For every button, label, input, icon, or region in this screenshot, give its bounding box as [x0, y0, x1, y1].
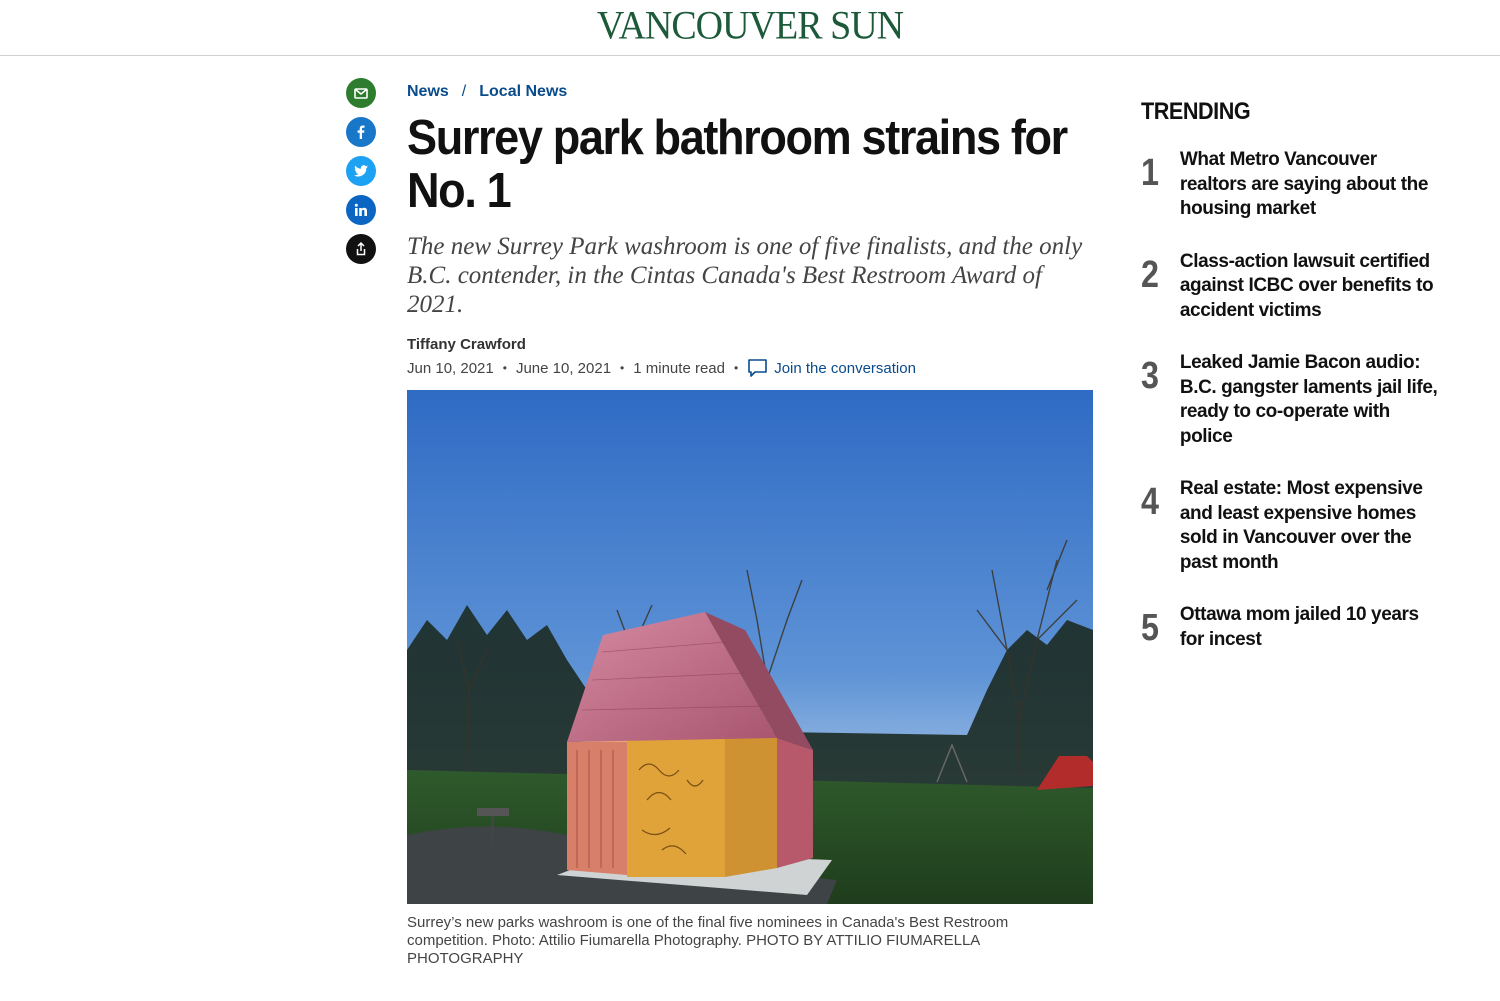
meta-separator: •	[620, 361, 625, 375]
twitter-icon	[353, 163, 369, 179]
meta-separator: •	[502, 361, 507, 375]
trending-item[interactable]	[1141, 351, 1441, 449]
facebook-icon	[353, 124, 369, 140]
trending-rank: 3	[1141, 355, 1159, 397]
trending-headline[interactable]: Leaked Jamie Bacon audio: B.C. gangster laments jail life, ready to co-operate with police	[1179, 352, 1438, 447]
trending-headline[interactable]: Class-action lawsuit certified against ICBC over benefits to accident victims	[1179, 250, 1434, 321]
linkedin-share-button[interactable]	[346, 195, 376, 225]
breadcrumb-news-link[interactable]: News	[407, 83, 449, 100]
trending-rank: 5	[1141, 607, 1159, 649]
linkedin-icon	[353, 202, 369, 218]
masthead	[0, 0, 1500, 56]
facebook-share-button[interactable]	[346, 117, 376, 147]
photo-caption: Surrey’s new parks washroom is one of the final five nominees in Canada's Best Restroom competition. Photo: Attilio Fiumarella Photography. PHOTO BY ATTILIO FIUMARELLA PHOTOGRAPHY	[407, 914, 1009, 967]
date-updated: June 10, 2021	[515, 359, 612, 377]
trending-item[interactable]	[1141, 148, 1441, 222]
trending-item[interactable]	[1141, 250, 1441, 324]
trending-title: TRENDING	[1141, 98, 1251, 125]
trending-rank: 2	[1141, 253, 1159, 296]
twitter-share-button[interactable]	[346, 156, 376, 186]
share-rail	[346, 78, 376, 273]
breadcrumb	[407, 80, 1107, 104]
trending-item[interactable]	[1141, 603, 1441, 652]
vancouver-sun-logo[interactable]: VANCOUVER SUN	[596, 3, 904, 49]
comment-icon	[747, 358, 768, 378]
park-washroom-photo	[407, 390, 1093, 904]
article-deck: The new Surrey Park washroom is one of five finalists, and the only B.C. contender, in the Cintas Canada's Best Restroom Award of 2021.	[407, 233, 1083, 318]
breadcrumb-local-news-link[interactable]: Local News	[479, 83, 568, 100]
trending-headline[interactable]: Real estate: Most expensive and least expensive homes sold in Vancouver over the past month	[1179, 478, 1423, 573]
lead-photo[interactable]	[407, 390, 1093, 904]
join-conversation-label: Join the conversation	[774, 359, 916, 377]
trending-rank: 1	[1141, 152, 1159, 194]
more-share-button[interactable]	[346, 234, 376, 264]
article-meta	[407, 357, 1107, 379]
article	[407, 80, 1107, 379]
trending-headline[interactable]: Ottawa mom jailed 10 years for incest	[1179, 604, 1419, 650]
author-name[interactable]: Tiffany Crawford	[407, 336, 526, 353]
join-conversation-link[interactable]	[747, 358, 916, 378]
trending-rank: 4	[1141, 481, 1159, 523]
email-icon	[353, 85, 369, 101]
date-published: Jun 10, 2021	[407, 359, 494, 377]
article-headline: Surrey park bathroom strains for No. 1	[407, 111, 1067, 218]
email-share-button[interactable]	[346, 78, 376, 108]
meta-separator: •	[733, 361, 739, 375]
trending-sidebar	[1141, 98, 1441, 652]
read-time: 1 minute read	[633, 359, 725, 377]
trending-headline[interactable]: What Metro Vancouver realtors are saying about the housing market	[1179, 149, 1429, 219]
breadcrumb-separator: /	[461, 83, 467, 100]
share-icon	[353, 241, 369, 257]
trending-item[interactable]	[1141, 477, 1441, 575]
